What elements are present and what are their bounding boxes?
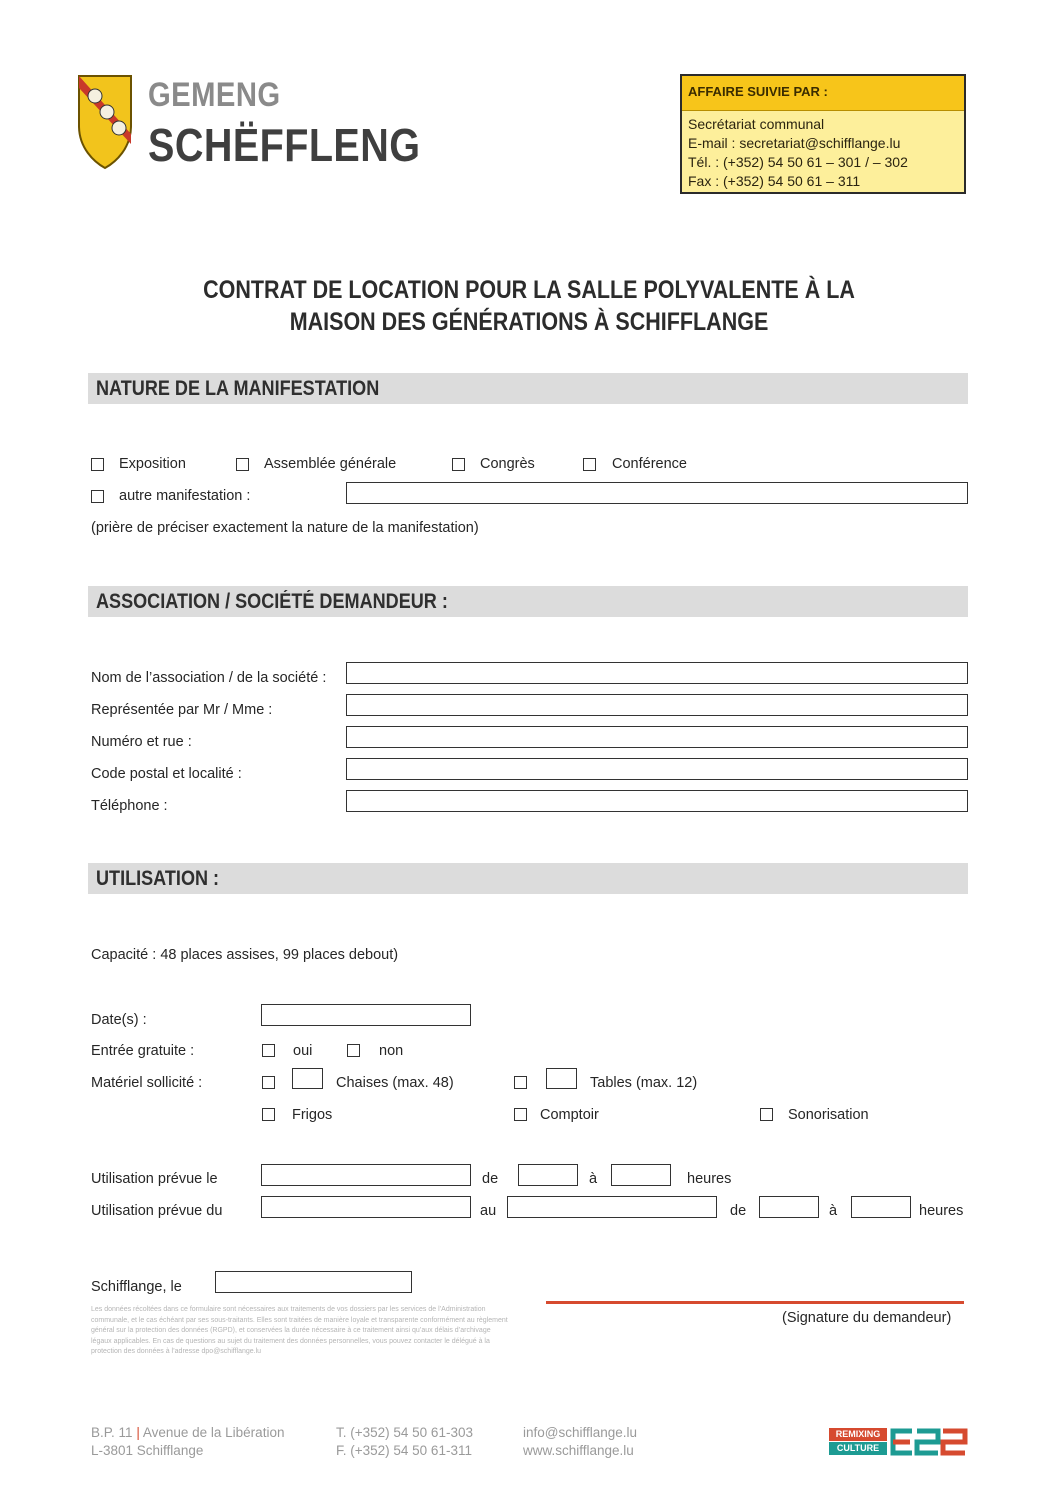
label-association-name: Nom de l’association / de la société : [91, 670, 327, 686]
usage-from-date-field[interactable] [261, 1196, 471, 1218]
label-heures: heures [687, 1171, 732, 1187]
contact-heading: AFFAIRE SUIVIE PAR : [688, 84, 828, 99]
label-fridges: Frigos [292, 1107, 333, 1123]
checkbox-entry-no[interactable] [347, 1044, 360, 1057]
label-sound: Sonorisation [788, 1107, 869, 1123]
label-postal-code: Code postal et localité : [91, 766, 242, 782]
section-header-association [88, 586, 968, 617]
footer-email-link[interactable]: info@schifflange.lu [523, 1425, 638, 1440]
label-counter: Comptoir [540, 1107, 599, 1123]
tables-quantity-field[interactable] [546, 1068, 577, 1089]
chairs-quantity-field[interactable] [292, 1068, 323, 1089]
label-au: au [480, 1203, 497, 1219]
checkbox-sound[interactable] [760, 1108, 773, 1121]
place-date-field[interactable] [215, 1271, 412, 1293]
checkbox-congres[interactable] [452, 458, 465, 471]
section-heading: UTILISATION : [96, 867, 220, 890]
street-field[interactable] [346, 726, 968, 748]
document-title-line-1: CONTRAT DE LOCATION POUR LA SALLE POLYVALENTE À LA [203, 276, 855, 304]
remix-line-1: REMIXING [829, 1428, 887, 1441]
footer-address-line-1 [91, 1425, 284, 1440]
section-heading: ASSOCIATION / SOCIÉTÉ DEMANDEUR : [96, 590, 448, 613]
checkbox-assemblee-generale[interactable] [236, 458, 249, 471]
label-exposition: Exposition [119, 456, 186, 472]
esch2022-logo [890, 1428, 968, 1456]
section-heading: NATURE DE LA MANIFESTATION [96, 377, 380, 400]
nature-note: (prière de préciser exactement la nature de la manifestation) [91, 520, 479, 536]
usage-end-time-field[interactable] [611, 1164, 671, 1186]
label-entry-yes: oui [293, 1043, 313, 1059]
checkbox-tables[interactable] [514, 1076, 527, 1089]
footer-street: Avenue de la Libération [142, 1425, 285, 1440]
signature-label: (Signature du demandeur) [782, 1310, 952, 1326]
label-place-date: Schifflange, le [91, 1279, 182, 1295]
label-material: Matériel sollicité : [91, 1075, 203, 1091]
checkbox-counter[interactable] [514, 1108, 527, 1121]
footer-separator: | [136, 1425, 140, 1440]
checkbox-conference[interactable] [583, 458, 596, 471]
document-title-line-2: MAISON DES GÉNÉRATIONS À SCHIFFLANGE [289, 308, 769, 336]
footer-web-link[interactable]: www.schifflange.lu [523, 1443, 634, 1458]
dates-field[interactable] [261, 1004, 471, 1026]
footer-fax: F. (+352) 54 50 61-311 [336, 1443, 472, 1458]
represented-by-field[interactable] [346, 694, 968, 716]
signature-line [546, 1301, 964, 1304]
brand-line-2: SCHËFFLENG [148, 119, 421, 171]
label-represented-by: Représentée par Mr / Mme : [91, 702, 273, 718]
period-start-time-field[interactable] [759, 1196, 819, 1218]
label-conference: Conférence [612, 456, 687, 472]
checkbox-chairs[interactable] [262, 1076, 275, 1089]
label-de: de [482, 1171, 499, 1187]
contact-fax: Fax : (+352) 54 50 61 – 311 [688, 173, 861, 189]
footer-tel: T. (+352) 54 50 61-303 [336, 1425, 473, 1440]
label-de: de [730, 1203, 747, 1219]
section-header-utilisation [88, 863, 968, 894]
footer-city: L-3801 Schifflange [91, 1443, 204, 1458]
label-usage-from: Utilisation prévue du [91, 1203, 223, 1219]
usage-start-time-field[interactable] [518, 1164, 578, 1186]
label-a: à [829, 1203, 838, 1219]
remix-line-2: CULTURE [829, 1442, 887, 1455]
contact-email: E-mail : secretariat@schifflange.lu [688, 135, 901, 151]
checkbox-entry-yes[interactable] [262, 1044, 275, 1057]
postal-code-field[interactable] [346, 758, 968, 780]
privacy-notice: Les données récoltées dans ce formulaire sont nécessaires aux traitements de vos dossiers par les services de l’Administration communale, et le cas échéant par ses sous-traitants. Elles sont traitées de manière loyale et transparente conformément au règlement général sur la protection des données (RGPD), et conservées la durée nécessaire à ce traitement ainsi qu’aux délais d’archivage légaux applicables. En cas de questions au sujet du traitement des données personnelles, vous pouvez contacter le délégué à la protection des données à l’adresse dpo@schifflange.lu [91, 1306, 508, 1355]
label-a: à [589, 1171, 598, 1187]
label-heures: heures [919, 1203, 964, 1219]
label-autre-manifestation: autre manifestation : [119, 488, 251, 504]
remixing-culture-logo [829, 1428, 887, 1456]
association-name-field[interactable] [346, 662, 968, 684]
label-assemblee-generale: Assemblée générale [264, 456, 397, 472]
label-dates: Date(s) : [91, 1012, 147, 1028]
label-entry-no: non [379, 1043, 404, 1059]
checkbox-autre-manifestation[interactable] [91, 490, 104, 503]
contact-phone: Tél. : (+352) 54 50 61 – 301 / – 302 [688, 154, 908, 170]
section-header-nature [88, 373, 968, 404]
label-usage-on: Utilisation prévue le [91, 1171, 218, 1187]
contact-line: Secrétariat communal [688, 116, 825, 132]
checkbox-fridges[interactable] [262, 1108, 275, 1121]
label-street: Numéro et rue : [91, 734, 192, 750]
label-phone: Téléphone : [91, 798, 168, 814]
checkbox-exposition[interactable] [91, 458, 104, 471]
coat-of-arms-logo [76, 74, 134, 170]
phone-field[interactable] [346, 790, 968, 812]
period-end-time-field[interactable] [851, 1196, 911, 1218]
autre-manifestation-field[interactable] [346, 482, 968, 504]
label-chairs: Chaises (max. 48) [336, 1075, 454, 1091]
label-entry-free: Entrée gratuite : [91, 1043, 195, 1059]
label-tables: Tables (max. 12) [590, 1075, 698, 1091]
contact-box [680, 74, 966, 194]
footer-po-box: B.P. 11 [91, 1425, 133, 1440]
usage-to-date-field[interactable] [507, 1196, 717, 1218]
label-congres: Congrès [480, 456, 535, 472]
usage-date-field[interactable] [261, 1164, 471, 1186]
brand-line-1: GEMENG [148, 76, 281, 114]
contact-box-header [682, 76, 964, 111]
capacity-text: Capacité : 48 places assises, 99 places debout) [91, 947, 399, 963]
